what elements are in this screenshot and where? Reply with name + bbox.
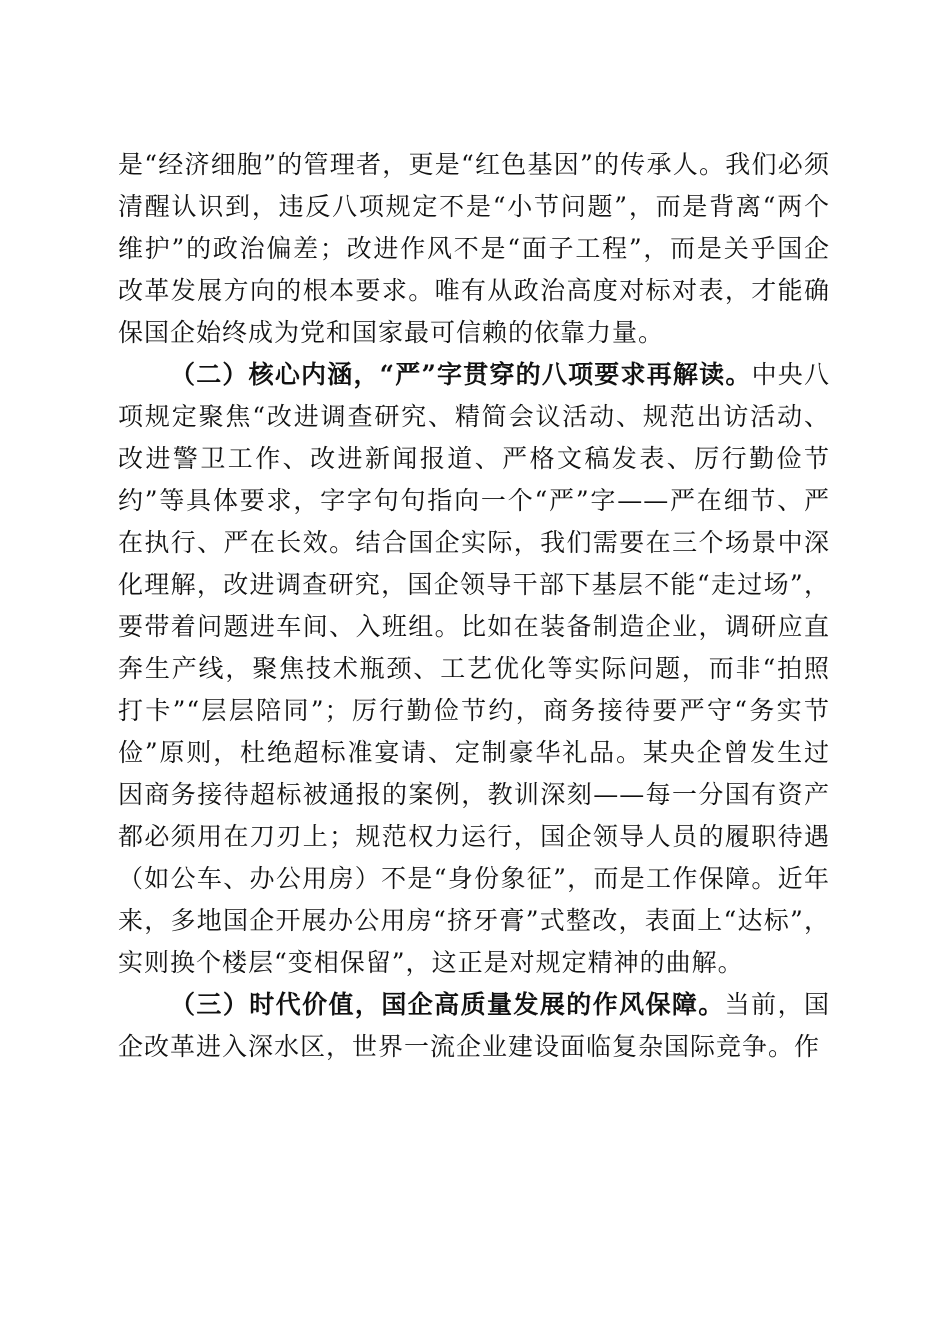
paragraph-text: 当前，国企改革进入深水区，世界一流企业建设面临复杂国际竞争。作 xyxy=(118,990,830,1061)
section-heading: （二）核心内涵，“严”字贯穿的八项要求再解读。 xyxy=(170,360,752,389)
paragraph-text: 是“经济细胞”的管理者，更是“红色基因”的传承人。我们必须清醒认识到，违反八项规定不是“小节问题”，而是背离“两个维护”的政治偏差；改进作风不是“面子工程”，而是关乎国企改革发展方向的根本要求。唯有从政治高度对标对表，才能确保国企始终成为党和国家最可信赖的依靠力量。 xyxy=(118,150,830,347)
paragraph-text: 中央八项规定聚焦“改进调查研究、精简会议活动、规范出访活动、改进警卫工作、改进新闻报道、严格文稿发表、厉行勤俭节约”等具体要求，字字句句指向一个“严”字——严在细节、严在执行、严在长效。结合国企实际，我们需要在三个场景中深化理解，改进调查研究，国企领导干部下基层不能“走过场”，要带着问题进车间、入班组。比如在装备制造企业，调研应直奔生产线，聚焦技术瓶颈、工艺优化等实际问题，而非“拍照打卡”“层层陪同”；厉行勤俭节约，商务接待要严守“务实节俭”原则，杜绝超标准宴请、定制豪华礼品。某央企曾发生过因商务接待超标被通报的案例，教训深刻——每一分国有资产都必须用在刀刃上；规范权力运行，国企领导人员的履职待遇（如公车、办公用房）不是“身份象征”，而是工作保障。近年来，多地国企开展办公用房“挤牙膏”式整改，表面上“达标”，实则换个楼层“变相保留”，这正是对规定精神的曲解。 xyxy=(118,360,830,977)
paragraph-section-2 xyxy=(118,354,830,984)
section-heading: （三）时代价值，国企高质量发展的作风保障。 xyxy=(170,990,725,1019)
document-body xyxy=(118,144,830,1068)
paragraph-section-3 xyxy=(118,984,830,1068)
paragraph-continuation xyxy=(118,144,830,354)
